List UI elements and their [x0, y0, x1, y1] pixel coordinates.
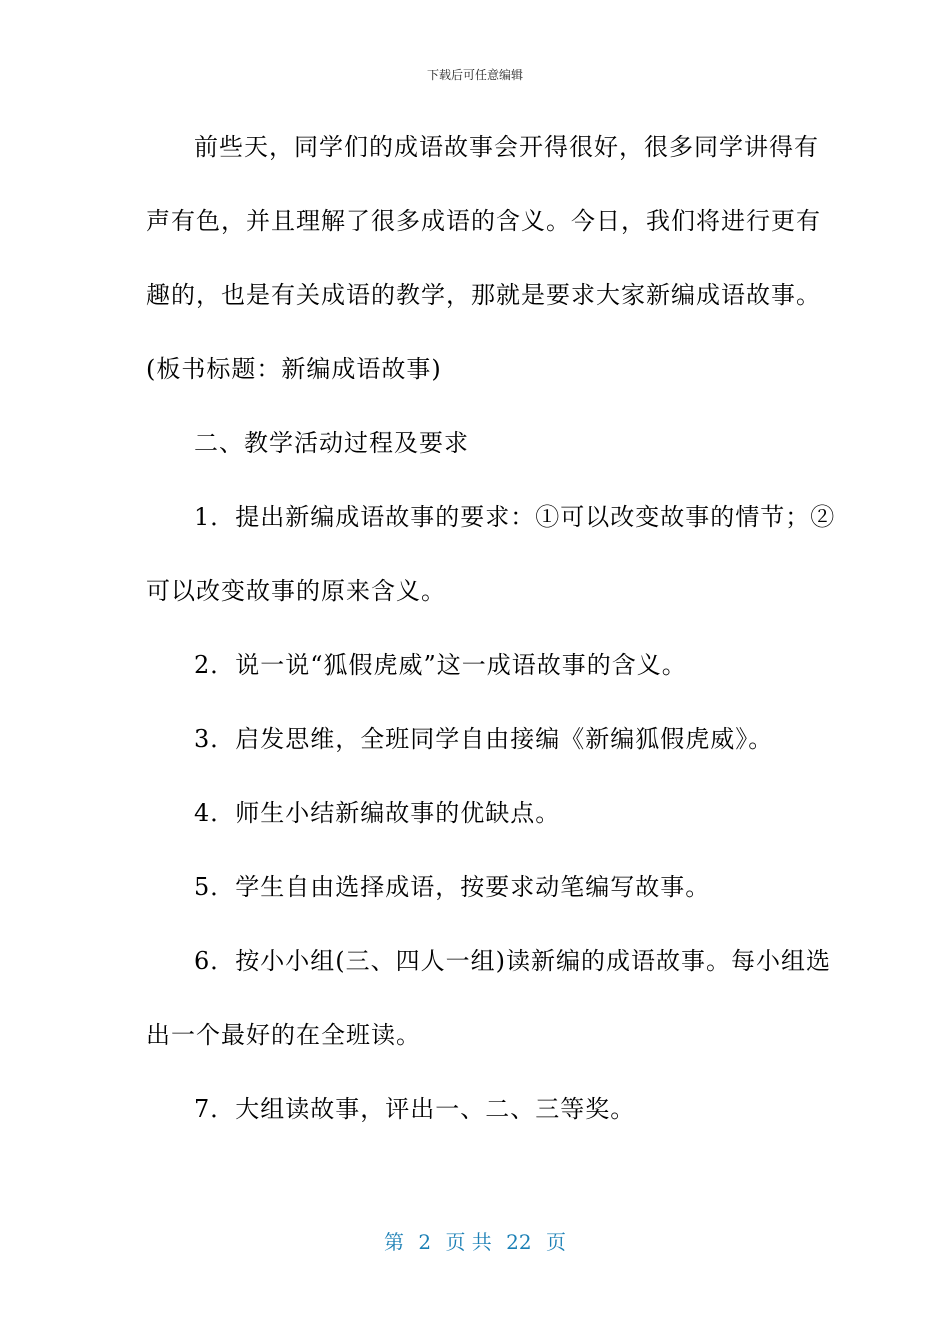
page-footer	[0, 1226, 950, 1255]
board-title-line: (板书标题：新编成语故事)	[146, 355, 442, 383]
list-item: 4．师生小结新编故事的优缺点。	[194, 799, 561, 827]
list-item: 2．说一说“狐假虎威”这一成语故事的含义。	[194, 651, 687, 679]
list-item: 5．学生自由选择成语，按要求动笔编写故事。	[194, 873, 711, 901]
footer-middle: 页 共	[445, 1230, 492, 1254]
list-item: 3．启发思维，全班同学自由接编《新编狐假虎威》。	[194, 725, 774, 753]
total-pages: 22	[506, 1230, 532, 1254]
paragraph-line: 前些天，同学们的成语故事会开得很好，很多同学讲得有	[194, 133, 819, 161]
list-item-continuation: 出一个最好的在全班读。	[146, 1021, 421, 1049]
list-item: 6．按小小组(三、四人一组)读新编的成语故事。每小组选	[194, 947, 831, 975]
document-body	[146, 110, 836, 1146]
page-number: 2	[418, 1230, 432, 1254]
header-note: 下载后可任意编辑	[426, 68, 523, 82]
footer-prefix: 第	[384, 1230, 404, 1254]
footer-suffix: 页	[545, 1230, 566, 1254]
list-item: 1．提出新编成语故事的要求：①可以改变故事的情节；②	[194, 503, 836, 531]
paragraph-line: 声有色，并且理解了很多成语的含义。今日，我们将进行更有	[146, 207, 821, 235]
list-item-continuation: 可以改变故事的原来含义。	[146, 577, 446, 605]
paragraph-line: 趣的，也是有关成语的教学，那就是要求大家新编成语故事。	[146, 281, 821, 309]
list-item: 7．大组读故事，评出一、二、三等奖。	[194, 1095, 636, 1123]
section-heading: 二、教学活动过程及要求	[194, 429, 469, 457]
